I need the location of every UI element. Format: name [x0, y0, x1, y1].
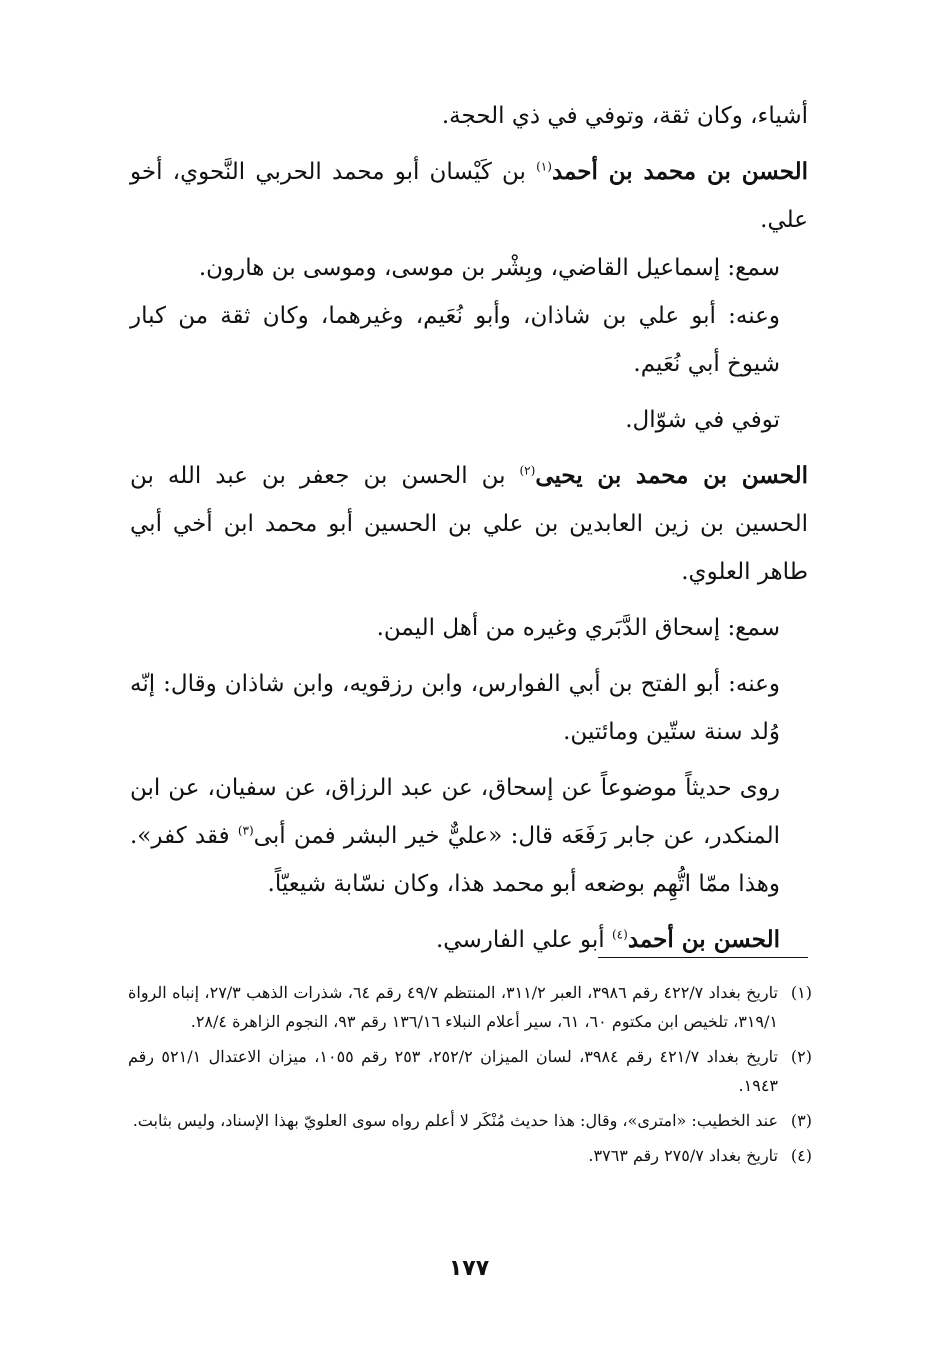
footnote-number: (٢) [790, 1047, 812, 1066]
footnote-text: تاريخ بغداد ٤٢١/٧ رقم ٣٩٨٤، لسان الميزان ٢٥٢/٢، ٢٥٣ رقم ١٠٥٥، ميزان الاعتدال ٥٢١/١ رقم ١٩٤٣. [128, 1047, 779, 1095]
entry-text: أبو علي الفارسي. [435, 927, 612, 953]
paragraph-1 [130, 92, 808, 140]
footnote-marker[interactable]: (١) [536, 159, 552, 174]
paragraph-text: وعنه: أبو علي بن شاذان، وأبو نُعَيم، وغيرهما، وكان ثقة من كبار شيوخ أبي نُعَيم. [130, 303, 780, 377]
footnote-separator [598, 957, 808, 958]
footnote-2 [128, 1042, 812, 1100]
paragraph-text: روى حديثاً موضوعاً عن إسحاق، عن عبد الرزاق، عن سفيان، عن ابن المنكدر، عن جابر رَفَعَه قال: «عليٌّ خير البشر فمن أبى [130, 775, 780, 849]
paragraph-text: توفي في شوّال. [625, 407, 780, 433]
footnote-text: تاريخ بغداد ٢٧٥/٧ رقم ٣٧٦٣. [588, 1146, 778, 1165]
paragraph-samia-2 [130, 604, 808, 652]
footnote-3 [128, 1106, 812, 1135]
entry-text: بن الحسن بن جعفر بن عبد الله بن الحسين بن زين العابدين بن علي بن الحسين أبو محمد ابن أخي أبي طاهر العلوي. [130, 463, 808, 585]
main-text [130, 92, 808, 964]
paragraph-anhu-1 [130, 292, 808, 388]
footnote-text: تاريخ بغداد ٤٢٢/٧ رقم ٣٩٨٦، العبر ٣١١/٢، المنتظم ٤٩/٧ رقم ٦٤، شذرات الذهب ٢٧/٣، إنباه الرواة ٣١٩/١، تلخيص ابن مكتوم ٦٠، ٦١، سير أعلام النبلاء ١٣٦/١٦ رقم ٩٣، النجوم الزاهرة ٢٨/٤. [128, 983, 778, 1031]
paragraph-anhu-2 [130, 660, 808, 756]
footnote-number: (١) [790, 983, 812, 1002]
paragraph-text: وعنه: أبو الفتح بن أبي الفوارس، وابن رزقويه، وابن شاذان وقال: إنّه وُلد سنة ستّين ومائتين. [130, 671, 780, 745]
paragraph-text: فقد كفر». وهذا ممّا اتُّهِم بوضعه أبو محمد هذا، وكان نسّابة شيعيّاً. [130, 823, 780, 897]
footnote-marker[interactable]: (٣) [237, 823, 254, 838]
footnote-text: عند الخطيب: «امترى»، وقال: هذا حديث مُنْكَر لا أعلم رواه سوى العلويّ بهذا الإسناد، وليس بثابت. [132, 1111, 778, 1130]
entry-heading: الحسن بن محمد بن أحمد [551, 158, 809, 185]
entry-hasan-ibn-muhammad-ibn-ahmad [130, 148, 808, 244]
page-number: ١٧٧ [448, 1256, 490, 1281]
entry-heading: الحسن بن أحمد [627, 926, 780, 953]
paragraph-text: سمع: إسحاق الدَّبَري وغيره من أهل اليمن. [376, 615, 780, 641]
entry-text: بن كَيْسان أبو محمد الحربي النَّحوي، أخو علي. [130, 159, 808, 233]
footnote-marker[interactable]: (٢) [519, 463, 536, 478]
footnote-number: (٣) [790, 1111, 812, 1130]
paragraph-text: سمع: إسماعيل القاضي، وبِشْر بن موسى، وموسى بن هارون. [198, 255, 780, 281]
paragraph-samia-1 [130, 244, 808, 292]
entry-heading: الحسن بن محمد بن يحيى [535, 462, 809, 489]
paragraph-text: أشياء، وكان ثقة، وتوفي في ذي الحجة. [441, 103, 808, 129]
footnote-number: (٤) [790, 1146, 812, 1165]
paragraph-hadith [130, 764, 808, 908]
paragraph-death [130, 396, 808, 444]
footnotes [128, 978, 812, 1176]
footnote-4 [128, 1141, 812, 1170]
entry-hasan-ibn-muhammad-ibn-yahya [130, 452, 808, 596]
footnote-1 [128, 978, 812, 1036]
footnote-marker[interactable]: (٤) [611, 927, 628, 942]
